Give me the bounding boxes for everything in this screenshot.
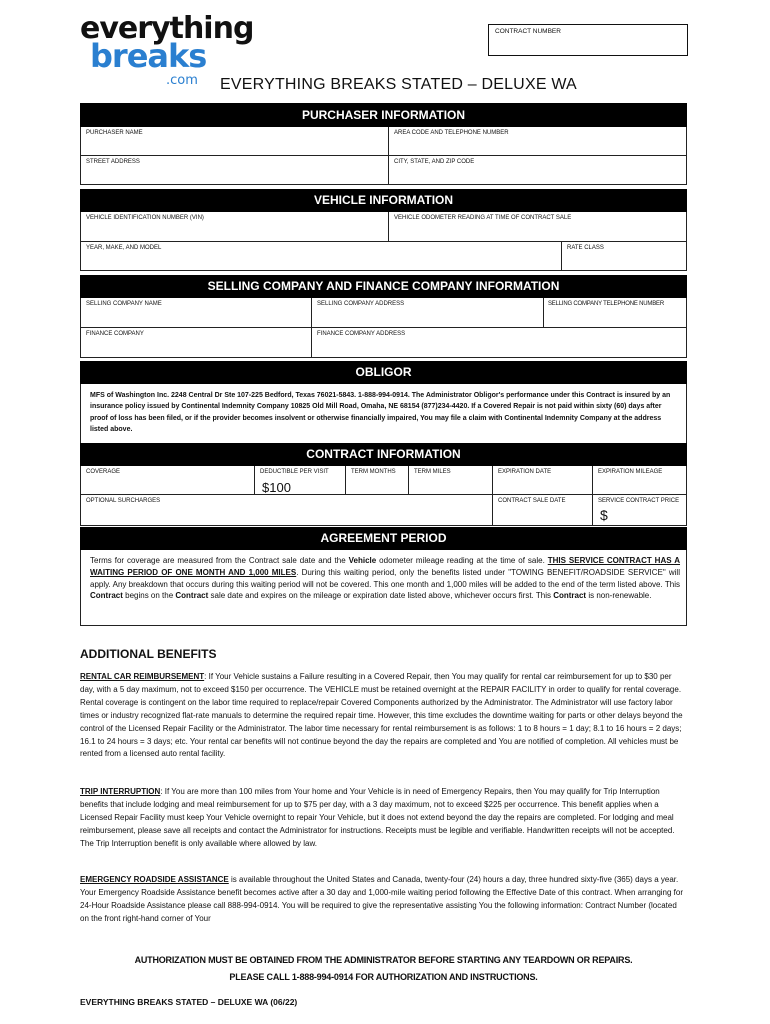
agreement-contract-word-1: Contract — [90, 591, 123, 601]
vin-label: VEHICLE IDENTIFICATION NUMBER (VIN) — [86, 215, 204, 221]
agreement-vehicle-word: Vehicle — [348, 556, 377, 565]
logo-line-2: breaks — [90, 37, 207, 75]
contract-number-label: CONTRACT NUMBER — [495, 28, 561, 35]
expiration-date-field[interactable] — [492, 466, 592, 494]
vin-field[interactable] — [81, 212, 388, 241]
street-address-field[interactable] — [81, 156, 388, 184]
optional-surcharges-label: OPTIONAL SURCHARGES — [86, 498, 161, 504]
contract-sale-date-field[interactable] — [492, 495, 592, 525]
selling-company-address-field[interactable] — [311, 298, 543, 327]
phone-field[interactable] — [388, 127, 686, 155]
selling-company-phone-label: SELLING COMPANY TELEPHONE NUMBER — [548, 301, 664, 307]
logo-line-1: everything — [80, 11, 254, 46]
city-state-zip-field[interactable] — [388, 156, 686, 184]
purchaser-section-header: PURCHASER INFORMATION — [80, 103, 687, 127]
service-contract-price-label: SERVICE CONTRACT PRICE — [598, 498, 680, 504]
finance-company-label: FINANCE COMPANY — [86, 331, 144, 337]
roadside-assistance-text: is available throughout the United States and Canada, twenty-four (24) hours a day, three hundred sixty-five (365) days a year. Your Emergency Roadside Assistance benefit becomes active after a 30 day and 1,000-mile waiting period following the Effective Date of this contract. When arranging for 24-Hour Roadside Assistance please call 888-994-0914. You will be required to give the representative assisting You the following information: Contract Number (located on the front right-hand corner of Your — [80, 875, 684, 923]
vehicle-row-1 — [80, 212, 687, 242]
document-title: EVERYTHING BREAKS STATED – DELUXE WA — [220, 76, 577, 93]
coverage-label: COVERAGE — [86, 469, 121, 475]
odometer-field[interactable] — [388, 212, 686, 241]
expiration-mileage-label: EXPIRATION MILEAGE — [598, 469, 663, 475]
selling-company-phone-field[interactable] — [543, 298, 686, 327]
year-make-model-field[interactable] — [81, 242, 561, 270]
term-miles-label: TERM MILES — [414, 469, 451, 475]
roadside-assistance-paragraph — [80, 874, 687, 926]
purchaser-row-2 — [80, 155, 687, 185]
coverage-field[interactable] — [81, 466, 254, 494]
obligor-section-header: OBLIGOR — [80, 361, 687, 384]
authorization-line-1: AUTHORIZATION MUST BE OBTAINED FROM THE ADMINISTRATOR BEFORE STARTING ANY TEARDOWN OR REPAIRS. — [134, 955, 633, 965]
vehicle-row-2 — [80, 241, 687, 271]
deductible-value: $100 — [262, 480, 291, 495]
service-contract-price-field[interactable] — [592, 495, 686, 525]
purchaser-name-field[interactable] — [81, 127, 388, 155]
selling-company-name-field[interactable] — [81, 298, 311, 327]
selling-section-header: SELLING COMPANY AND FINANCE COMPANY INFORMATION — [80, 275, 687, 298]
rental-car-title: RENTAL CAR REIMBURSEMENT — [80, 672, 205, 681]
rental-car-text: : If Your Vehicle sustains a Failure resulting in a Covered Repair, then You may qualify for rental car reimbursement for up to $30 per day, with a 5 day maximum, not to exceed $150 per occurrence. The VEHICLE must be retained overnight at the REPAIR FACILITY in order to qualify for rental coverage. Rental coverage is contingent on the labor time required to replace/repair Covered Components authorized by the Administrator. The Administrator will use factory labor times or industry recognized flat-rate manuals to determine the required repair time. However, this time excludes the downtime waiting for parts or other delays beyond the control of the Licensed Repair Facility or the Administrator. The labor time necessary for rental reimbursement is as follows: 1 to 8 hours = 1 day; 8.1 to 16 hours = 2 days; 16.1 to 24 hours = 3 days; etc. Your rental car benefits will not continue beyond the day the repairs are completed and You are notified of completion. All vehicles must be rented from a licensed auto rental facility. — [80, 672, 683, 759]
contract-section-header: CONTRACT INFORMATION — [80, 443, 687, 466]
deductible-field[interactable] — [254, 466, 345, 494]
term-miles-field[interactable] — [408, 466, 492, 494]
optional-surcharges-field[interactable] — [81, 495, 492, 525]
agreement-text-4: begins on the — [122, 591, 176, 601]
term-months-label: TERM MONTHS — [351, 469, 396, 475]
agreement-period-text — [80, 550, 687, 626]
selling-row-2 — [80, 327, 687, 358]
rental-car-paragraph — [80, 671, 687, 761]
expiration-mileage-field[interactable] — [592, 466, 686, 494]
rate-class-field[interactable] — [561, 242, 686, 270]
selling-company-address-label: SELLING COMPANY ADDRESS — [317, 301, 405, 307]
term-months-field[interactable] — [345, 466, 408, 494]
logo-line-3: .com — [166, 73, 198, 88]
finance-company-field[interactable] — [81, 328, 311, 357]
agreement-text-6: is non-renewable. — [586, 591, 652, 601]
city-state-zip-label: CITY, STATE, AND ZIP CODE — [394, 159, 475, 165]
purchaser-row-1 — [80, 127, 687, 156]
trip-interruption-text: : If You are more than 100 miles from Your home and Your Vehicle is in need of Emergency Repairs, then You may qualify for Trip Interruption benefits that include lodging and meal reimbursement for up to $75 per day, with a 3 day maximum, not to exceed $225 per occurrence. This benefit applies when a Licensed Repair Facility must keep Your Vehicle overnight to repair Your Vehicle, but it does not extend beyond the day the repairs are completed. For lodging and meal reimbursement, please save all receipts and contact the Administrator for instructions. Receipts must be legible and verifiable. Handwritten receipts will not be accepted. The Trip Interruption benefit is only available where allowed by law. — [80, 787, 675, 848]
street-address-label: STREET ADDRESS — [86, 159, 140, 165]
agreement-text-2: odometer mileage reading at the time of sale. — [376, 556, 548, 565]
agreement-text-3: . During this waiting period, only the benefits listed under "TOWING BENEFIT/ROADSIDE SERVICE" will apply. Any breakdown that occurs during this waiting period will not be covered. This one month and 1,000 miles will be added to the end of the term listed above. This — [90, 567, 680, 589]
form-footer: EVERYTHING BREAKS STATED – DELUXE WA (06/22) — [80, 997, 298, 1007]
agreement-contract-word-3: Contract — [553, 591, 587, 601]
selling-company-name-label: SELLING COMPANY NAME — [86, 301, 162, 307]
year-make-model-label: YEAR, MAKE, AND MODEL — [86, 245, 162, 251]
rate-class-label: RATE CLASS — [567, 245, 604, 251]
waiting-period-notice: THIS SERVICE CONTRACT HAS A WAITING PERIOD OF ONE MONTH AND 1,000 MILES — [90, 556, 681, 577]
agreement-text-5: sale date and expires on the mileage or expiration date listed above, whichever occurs first. This — [208, 591, 554, 601]
agreement-contract-word-2: Contract — [175, 591, 209, 601]
contract-row-1 — [80, 466, 687, 495]
contract-sale-date-label: CONTRACT SALE DATE — [498, 498, 566, 504]
service-contract-price-value: $ — [600, 507, 608, 523]
contract-number-field[interactable] — [488, 24, 688, 56]
expiration-date-label: EXPIRATION DATE — [498, 469, 552, 475]
agreement-section-header: AGREEMENT PERIOD — [80, 527, 687, 550]
obligor-text: MFS of Washington Inc. 2248 Central Dr Ste 107-225 Bedford, Texas 76021-5843. 1-888-994-0914. The Administrator Obligor's performance under this Contract is insured by an insurance policy issued by Continental Indemnity Company 10825 Old Mill Road, Omaha, NE 68154 (877)234-4420. If a Covered Repair is not paid within sixty (60) days after proof of loss has been filed, or if the provider becomes insolvent or otherwise financially impaired, You may file a claim with Continental Indemnity Company at the address listed above. — [80, 384, 687, 446]
odometer-label: VEHICLE ODOMETER READING AT TIME OF CONTRACT SALE — [394, 215, 572, 221]
contract-row-2 — [80, 494, 687, 526]
finance-company-address-label: FINANCE COMPANY ADDRESS — [317, 331, 406, 337]
phone-label: AREA CODE AND TELEPHONE NUMBER — [394, 130, 509, 136]
trip-interruption-paragraph — [80, 786, 687, 851]
additional-benefits-heading: ADDITIONAL BENEFITS — [80, 647, 217, 661]
company-logo — [80, 11, 254, 88]
trip-interruption-title: TRIP INTERRUPTION — [80, 787, 161, 796]
finance-company-address-field[interactable] — [311, 328, 686, 357]
selling-row-1 — [80, 298, 687, 328]
deductible-label: DEDUCTIBLE PER VISIT — [260, 469, 329, 475]
roadside-assistance-title: EMERGENCY ROADSIDE ASSISTANCE — [80, 875, 229, 884]
agreement-text-1: Terms for coverage are measured from the Contract sale date and the — [90, 556, 349, 565]
vehicle-section-header: VEHICLE INFORMATION — [80, 189, 687, 212]
purchaser-name-label: PURCHASER NAME — [86, 130, 143, 136]
authorization-line-2: PLEASE CALL 1-888-994-0914 FOR AUTHORIZATION AND INSTRUCTIONS. — [229, 972, 538, 982]
